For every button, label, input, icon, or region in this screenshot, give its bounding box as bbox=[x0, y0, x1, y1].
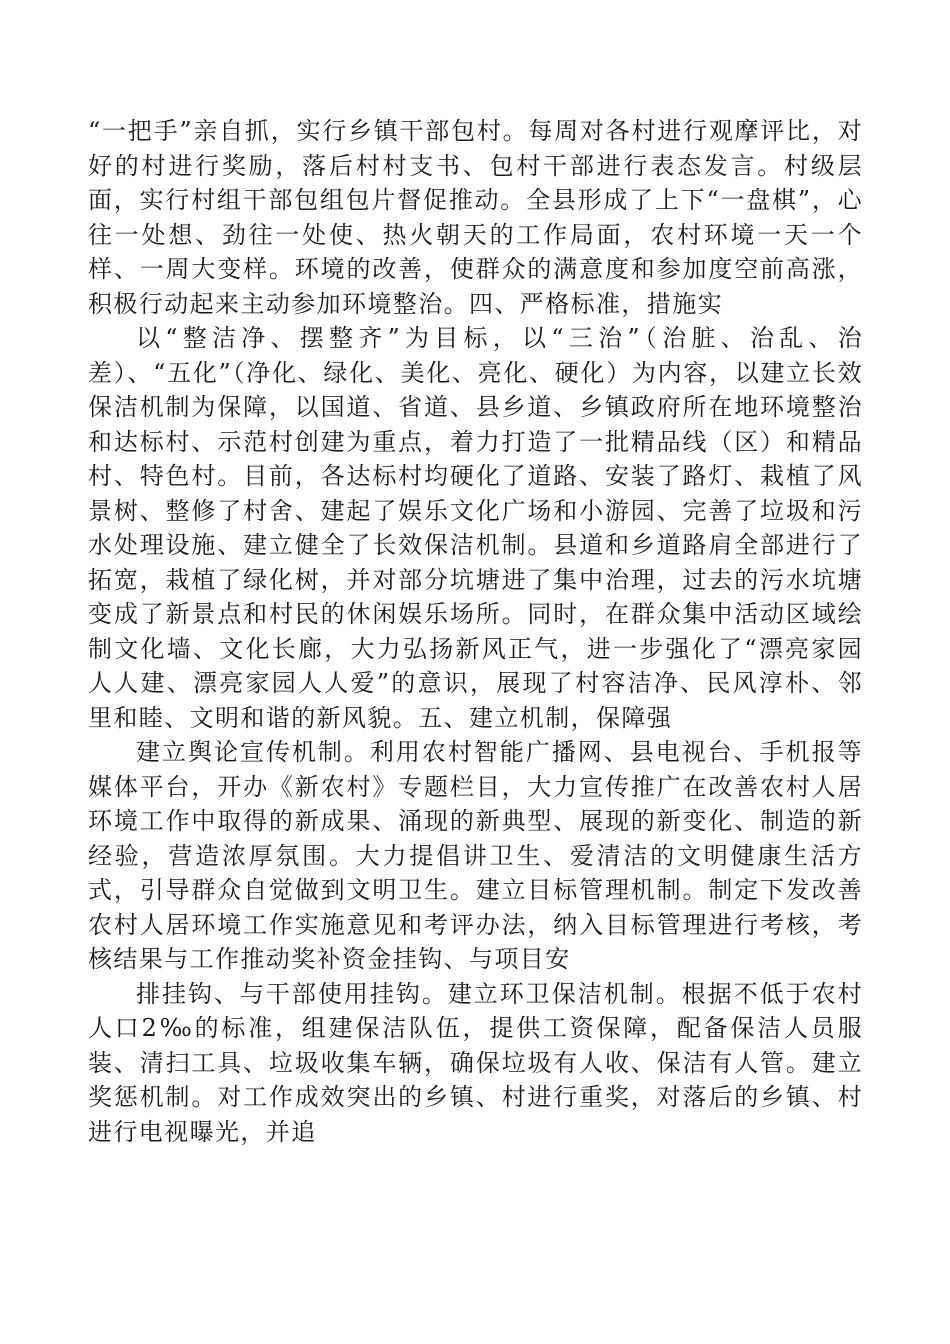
document-page bbox=[88, 114, 863, 1149]
paragraph-continuation: “一把手”亲自抓，实行乡镇干部包村。每周对各村进行观摩评比，对好的村进行奖励，落后村村支书、包村干部进行表态发言。村级层面，实行村组干部包组包片督促推动。全县形成了上下“一盘棋”，心往一处想、劲往一处使、热火朝天的工作局面，农村环境一天一个样、一周大变样。环境的改善，使群众的满意度和参加度空前高涨，积极行动起来主动参加环境整治。四、严格标准，措施实 bbox=[88, 117, 863, 318]
paragraph-mechanisms: 建立舆论宣传机制。利用农村智能广播网、县电视台、手机报等媒体平台，开办《新农村》专题栏目，大力宣传推广在改善农村人居环境工作中取得的新成果、涌现的新典型、展现的新变化、制造的新经验，营造浓厚氛围。大力提倡讲卫生、爱清洁的文明健康生活方式，引导群众自觉做到文明卫生。建立目标管理机制。制定下发改善农村人居环境工作实施意见和考评办法，纳入目标管理进行考核，考核结果与工作推动奖补资金挂钩、与项目安 bbox=[88, 738, 863, 973]
paragraph-standards: 以“整洁净、摆整齐”为目标，以“三治”（治脏、治乱、治差）、“五化”（净化、绿化、美化、亮化、硬化）为内容，以建立长效保洁机制为保障，以国道、省道、县乡道、乡镇政府所在地环境整治和达标村、示范村创建为重点，着力打造了一批精品线（区）和精品村、特色村。目前，各达标村均硬化了道路、安装了路灯、栽植了风景树、整修了村舍、建起了娱乐文化广场和小游园、完善了垃圾和污水处理设施、建立健全了长效保洁机制。县道和乡道路肩全部进行了拓宽，栽植了绿化树，并对部分坑塘进了集中治理，过去的污水坑塘变成了新景点和村民的休闲娱乐场所。同时，在群众集中活动区域绘制文化墙、文化长廊，大力弘扬新风正气，进一步强化了“漂亮家园人人建、漂亮家园人人爱”的意识，展现了村容洁净、民风淳朴、邻里和睦、文明和谐的新风貌。五、建立机制，保障强 bbox=[88, 324, 863, 732]
paragraph-sanitation: 排挂钩、与干部使用挂钩。建立环卫保洁机制。根据不低于农村人口2‰的标准，组建保洁队伍，提供工资保障，配备保洁人员服装、清扫工具、垃圾收集车辆，确保垃圾有人收、保洁有人管。建立奖惩机制。对工作成效突出的乡镇、村进行重奖，对落后的乡镇、村进行电视曝光，并追 bbox=[88, 979, 863, 1146]
